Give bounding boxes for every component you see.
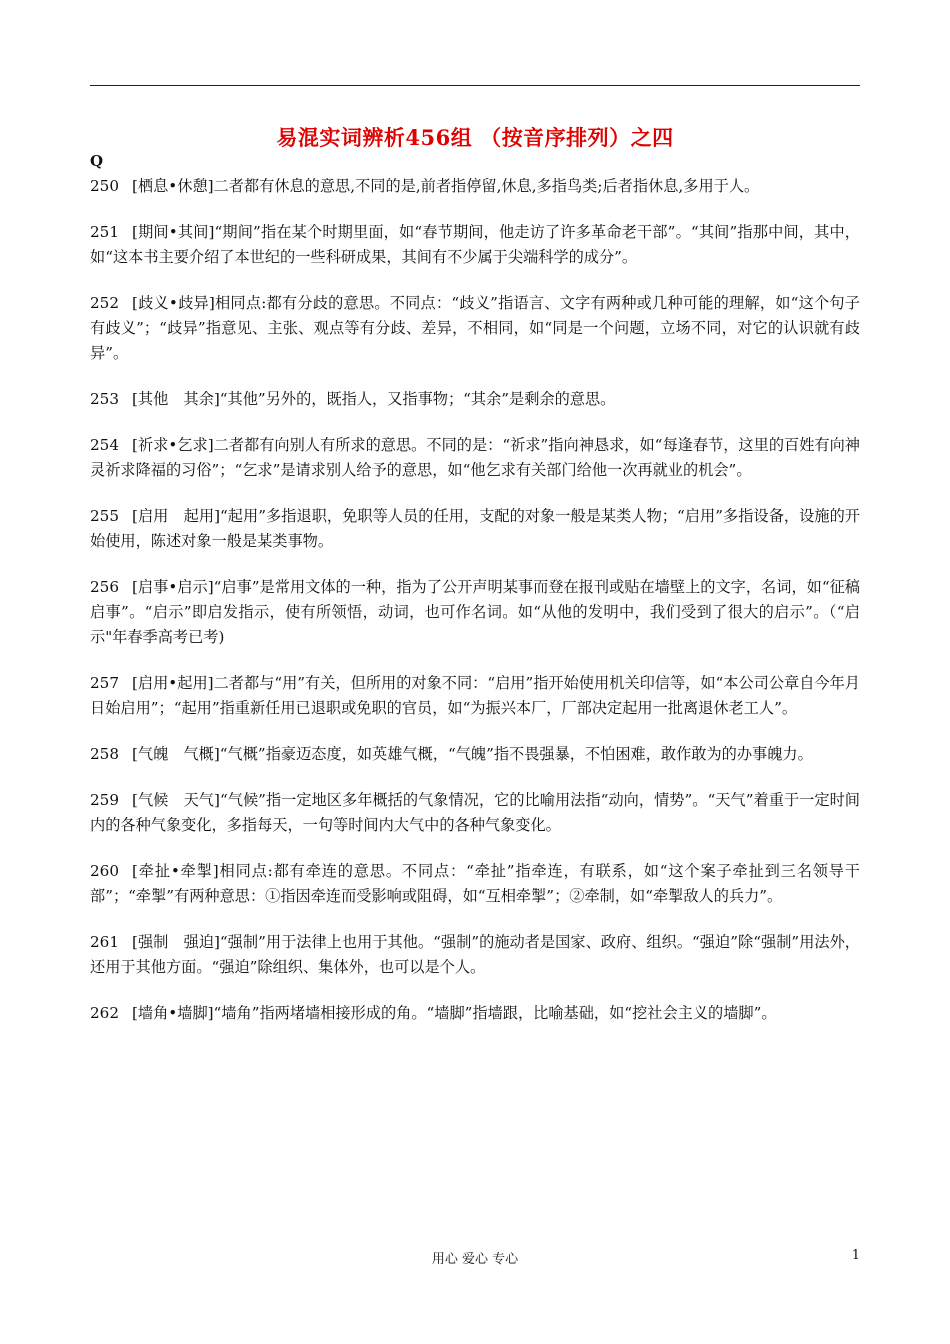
- entry-text: [期间•其间]“期间”指在某个时期里面，如“春节期间，他走访了许多革命老干部”。“其间”指那中间，其中，如“这本书主要介绍了本世纪的一些科研成果，其间有不少属于尖端科学的成分”。: [90, 223, 860, 266]
- entry-text: [强制 强迫]“强制”用于法律上也用于其他。“强制”的施动者是国家、政府、组织。“强迫”除“强制”用法外，还用于其他方面。“强迫”除组织、集体外，也可以是个人。: [90, 933, 860, 976]
- entry-258: [90, 742, 860, 767]
- entry-text: [启用•起用]二者都与“用”有关，但所用的对象不同：“启用”指开始使用机关印信等，如“本公司公章自今年月日始启用”；“起用”指重新任用已退职或免职的官员，如“为振兴本厂，厂部决定起用一批离退休老工人”。: [90, 674, 860, 717]
- entry-text: [祈求•乞求]二者都有向别人有所求的意思。不同的是：“祈求”指向神恳求，如“每逢春节，这里的百姓有向神灵祈求降福的习俗”；“乞求”是请求别人给予的意思，如“他乞求有关部门给他一次再就业的机会”。: [90, 436, 860, 479]
- entry-number: 260: [90, 862, 119, 880]
- entry-262: [90, 1001, 860, 1026]
- entry-253: [90, 387, 860, 412]
- footer-motto: 用心 爱心 专心: [431, 1252, 519, 1267]
- document-title: 易混实词辨析456组 （按音序排列）之四: [276, 125, 674, 150]
- entry-text: [栖息•休憩]二者都有休息的意思,不同的是,前者指停留,休息,多指鸟类;后者指休息,多用于人。: [132, 177, 760, 195]
- entry-text: [墙角•墙脚]“墙角”指两堵墙相接形成的角。“墙脚”指墙跟，比喻基础，如“挖社会主义的墙脚”。: [132, 1004, 777, 1022]
- entry-list: [90, 174, 860, 1047]
- entry-number: 252: [90, 294, 119, 312]
- header-rule: [90, 85, 860, 86]
- entry-text: [歧义•歧异]相同点:都有分歧的意思。不同点：“歧义”指语言、文字有两种或几种可能的理解，如“这个句子有歧义”；“歧异”指意见、主张、观点等有分歧、差异，不相同，如“同是一个问题，立场不同，对它的认识就有歧异”。: [90, 294, 860, 362]
- entry-number: 262: [90, 1004, 119, 1022]
- entry-251: [90, 220, 860, 270]
- entry-text: [气候 天气]“气候”指一定地区多年概括的气象情况，它的比喻用法指“动向，情势”。“天气”着重于一定时间内的各种气象变化，多指每天，一句等时间内大气中的各种气象变化。: [90, 791, 860, 834]
- entry-number: 256: [90, 578, 119, 596]
- entry-number: 255: [90, 507, 119, 525]
- entry-text: [启事•启示]“启事”是常用文体的一种，指为了公开声明某事而登在报刊或贴在墙壁上的文字，名词，如“征稿启事”。“启示”即启发指示，使有所领悟，动词，也可作名词。如“从他的发明中，我们受到了很大的启示”。（“启示"年春季高考已考): [90, 578, 860, 646]
- entry-number: 258: [90, 745, 119, 763]
- entry-250: [90, 174, 860, 199]
- entry-text: [气魄 气概]“气概”指豪迈态度，如英雄气概，“气魄”指不畏强暴，不怕困难，敢作敢为的办事魄力。: [132, 745, 813, 763]
- entry-number: 261: [90, 933, 119, 951]
- entry-number: 259: [90, 791, 119, 809]
- entry-260: [90, 859, 860, 909]
- section-marker: Q: [90, 152, 104, 170]
- entry-number: 253: [90, 390, 119, 408]
- entry-252: [90, 291, 860, 366]
- page-number: 1: [851, 1248, 860, 1263]
- entry-257: [90, 671, 860, 721]
- entry-255: [90, 504, 860, 554]
- entry-261: [90, 930, 860, 980]
- entry-259: [90, 788, 860, 838]
- entry-number: 254: [90, 436, 119, 454]
- entry-text: [启用 起用]“起用”多指退职，免职等人员的任用，支配的对象一般是某类人物；“启用”多指设备，设施的开始使用，陈述对象一般是某类事物。: [90, 507, 860, 550]
- entry-text: [其他 其余]“其他”另外的，既指人，又指事物；“其余”是剩余的意思。: [132, 390, 616, 408]
- entry-number: 257: [90, 674, 119, 692]
- entry-number: 251: [90, 223, 119, 241]
- entry-256: [90, 575, 860, 650]
- entry-number: 250: [90, 177, 119, 195]
- entry-254: [90, 433, 860, 483]
- entry-text: [牵扯•牵掣]相同点:都有牵连的意思。不同点：“牵扯”指牵连，有联系，如“这个案子牵扯到三名领导干部”；“牵掣”有两种意思：①指因牵连而受影响或阻碍，如“互相牵掣”；②牵制，如“牵掣敌人的兵力”。: [90, 862, 860, 905]
